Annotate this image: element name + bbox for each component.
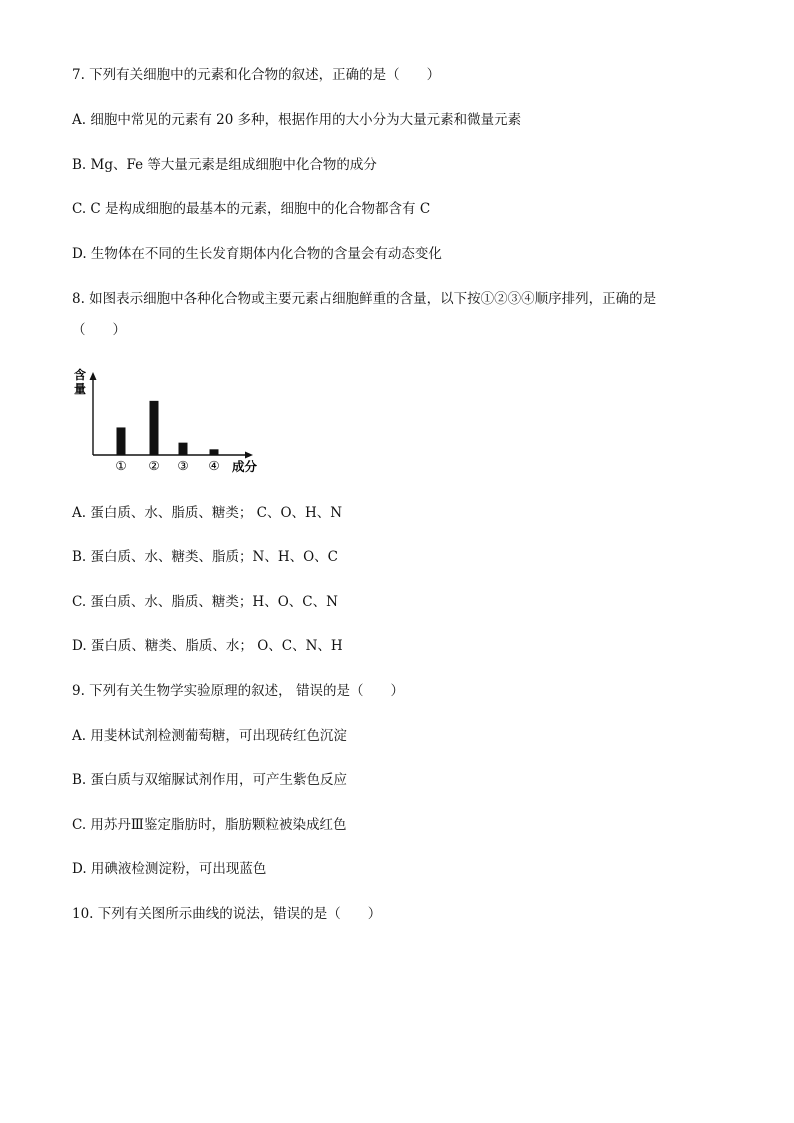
y-axis-label-char-1: 含	[74, 368, 87, 382]
y-axis-arrow	[90, 372, 97, 380]
q7-option-d: D. 生物体在不同的生长发育期体内化合物的含量会有动态变化	[72, 246, 442, 262]
q8-option-d: D. 蛋白质、糖类、脂质、水； O、C、N、H	[72, 638, 343, 654]
bar-2	[150, 401, 159, 455]
q9-option-c: C. 用苏丹Ⅲ鉴定脂肪时，脂肪颗粒被染成红色	[72, 817, 347, 833]
bar-4	[210, 449, 219, 455]
q7-option-a: A. 细胞中常见的元素有 20 多种，根据作用的大小分为大量元素和微量元素	[72, 112, 522, 128]
q8-option-c: C. 蛋白质、水、脂质、糖类；H、O、C、N	[72, 594, 338, 610]
tick-label-4: ④	[208, 458, 220, 473]
q8-bar-chart	[70, 365, 270, 477]
q7-option-b: B. Mg、Fe 等大量元素是组成细胞中化合物的成分	[72, 157, 377, 173]
bars-group	[117, 401, 219, 455]
q9-option-a: A. 用斐林试剂检测葡萄糖，可出现砖红色沉淀	[72, 728, 347, 744]
x-axis-arrow	[245, 452, 253, 459]
q8-stem-continuation: （ ）	[72, 322, 126, 338]
tick-label-1: ①	[115, 458, 127, 473]
q8-option-b: B. 蛋白质、水、糖类、脂质；N、H、O、C	[72, 549, 338, 565]
tick-label-3: ③	[177, 458, 189, 473]
q9-option-b: B. 蛋白质与双缩脲试剂作用，可产生紫色反应	[72, 772, 348, 788]
bar-3	[179, 443, 188, 455]
tick-labels-group	[115, 458, 219, 473]
q10-stem: 10. 下列有关图所示曲线的说法，错误的是（ ）	[72, 906, 382, 922]
x-axis-label: 成分	[232, 459, 258, 474]
q8-stem: 8. 如图表示细胞中各种化合物或主要元素占细胞鲜重的含量，以下按①②③④顺序排列，正确的是	[72, 291, 657, 307]
q8-chart-svg	[70, 365, 270, 477]
q7-option-c: C. C 是构成细胞的最基本的元素，细胞中的化合物都含有 C	[72, 201, 431, 217]
q7-stem: 7. 下列有关细胞中的元素和化合物的叙述，正确的是（ ）	[72, 67, 441, 83]
tick-label-2: ②	[148, 458, 160, 473]
y-axis-label-char-2: 量	[74, 382, 87, 396]
q9-option-d: D. 用碘液检测淀粉，可出现蓝色	[72, 861, 267, 877]
q9-stem: 9. 下列有关生物学实验原理的叙述， 错误的是（ ）	[72, 683, 404, 699]
bar-1	[117, 427, 126, 455]
q8-option-a: A. 蛋白质、水、脂质、糖类； C、O、H、N	[72, 505, 343, 521]
